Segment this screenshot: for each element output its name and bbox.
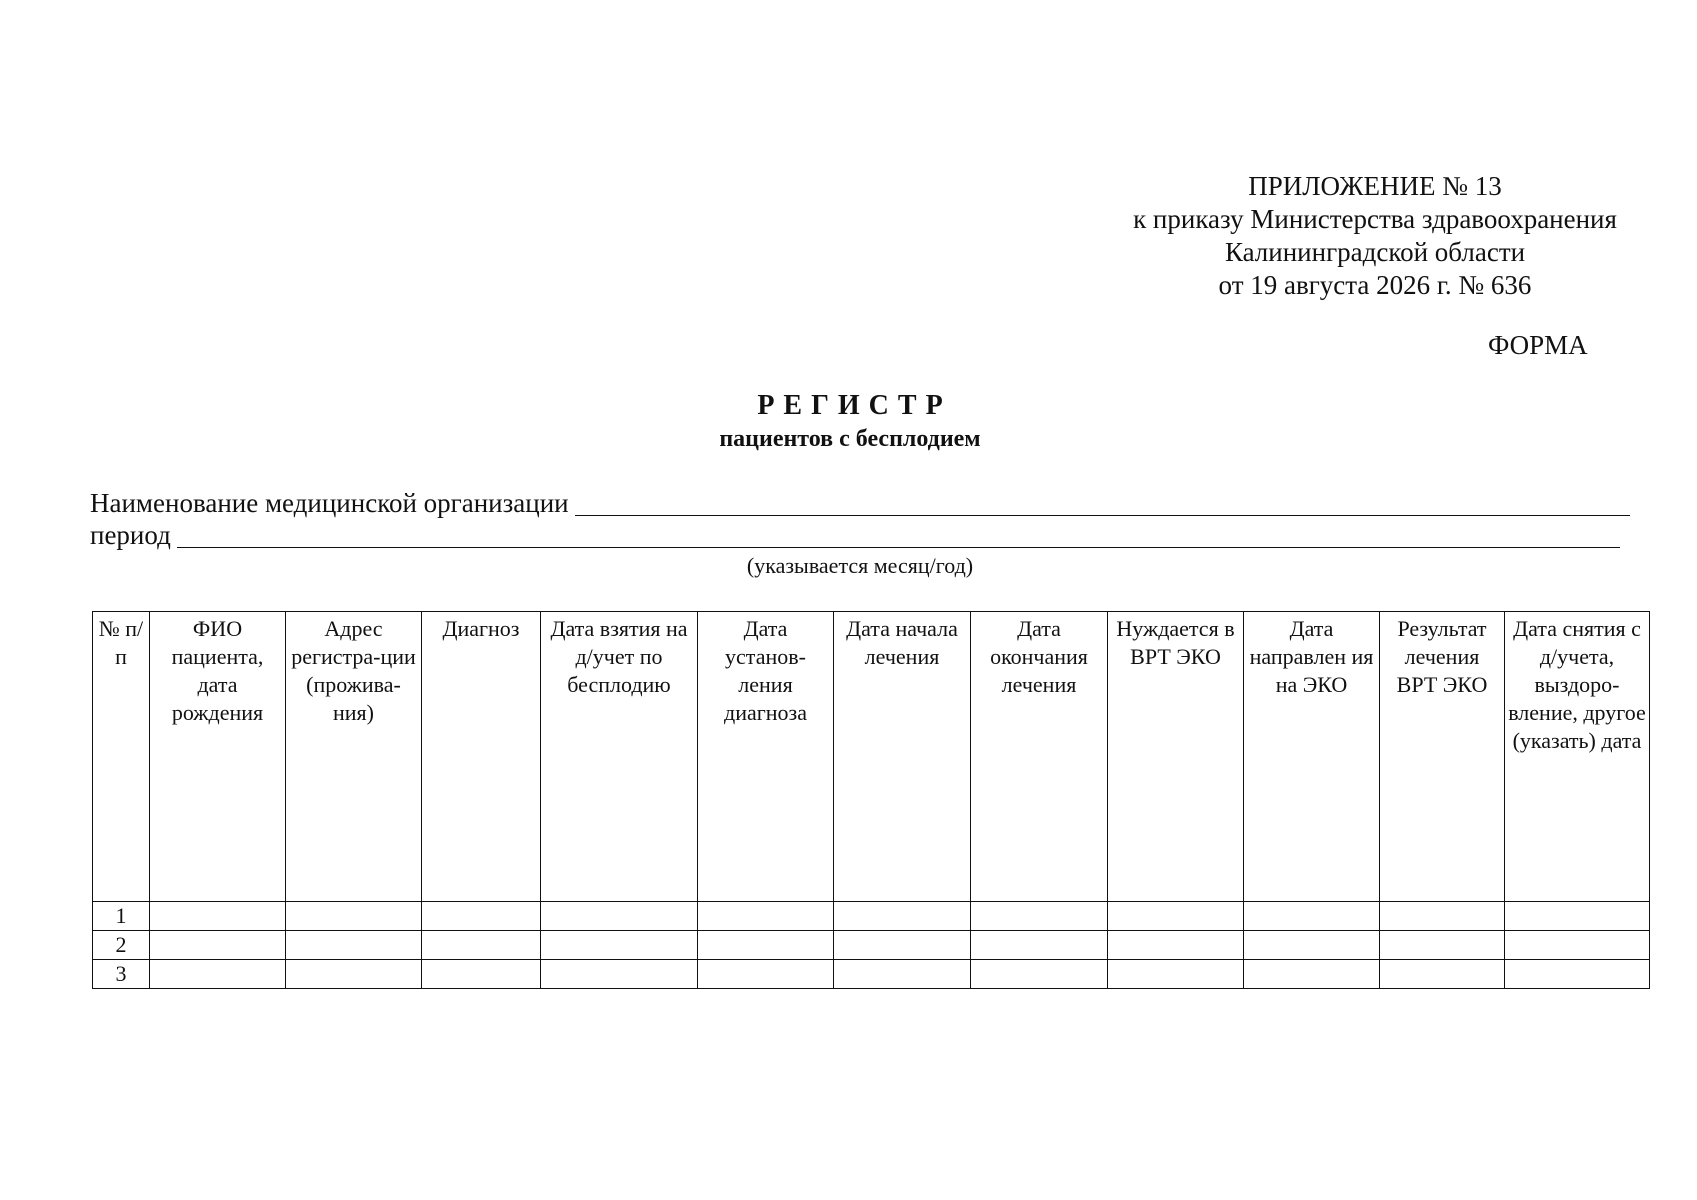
organization-fill-line[interactable] (575, 489, 1630, 516)
row-number: 3 (93, 960, 150, 989)
row-number: 1 (93, 902, 150, 931)
row-number: 2 (93, 931, 150, 960)
table-cell[interactable] (834, 931, 971, 960)
title-subtitle: пациентов с бесплодием (719, 426, 981, 452)
table-cell[interactable] (422, 960, 541, 989)
period-hint: (указывается месяц/год) (746, 553, 974, 578)
table-cell[interactable] (422, 902, 541, 931)
table-cell[interactable] (1380, 902, 1505, 931)
table-row (93, 902, 1650, 931)
table-cell[interactable] (1108, 931, 1244, 960)
col-needs-ivf: Нуждается в ВРТ ЭКО (1108, 612, 1244, 902)
period-label: период (90, 520, 171, 550)
table-cell[interactable] (1244, 902, 1380, 931)
organization-field (90, 487, 1630, 520)
table-cell[interactable] (1505, 931, 1650, 960)
table-cell[interactable] (541, 960, 698, 989)
register-table (92, 611, 1650, 989)
table-cell[interactable] (971, 902, 1108, 931)
table-cell[interactable] (1380, 931, 1505, 960)
table-row (93, 960, 1650, 989)
table-cell[interactable] (1505, 902, 1650, 931)
table-row (93, 931, 1650, 960)
table-cell[interactable] (286, 902, 422, 931)
appendix-number: ПРИЛОЖЕНИЕ № 13 (1248, 171, 1502, 201)
title-main: РЕГИСТР (757, 390, 952, 421)
table-header-row (93, 612, 1650, 902)
table-cell[interactable] (1244, 931, 1380, 960)
table-cell[interactable] (1380, 960, 1505, 989)
table-cell[interactable] (971, 931, 1108, 960)
table-cell[interactable] (422, 931, 541, 960)
table-cell[interactable] (150, 902, 286, 931)
table-cell[interactable] (1108, 902, 1244, 931)
col-treatment-start: Дата начала лечения (834, 612, 971, 902)
col-registration-date: Дата взятия на д/учет по бесплодию (541, 612, 698, 902)
appendix-order-ref: к приказу Министерства здравоохранения (1133, 204, 1617, 234)
table-cell[interactable] (834, 960, 971, 989)
table-cell[interactable] (150, 931, 286, 960)
appendix-header (1095, 170, 1655, 302)
table-cell[interactable] (1505, 960, 1650, 989)
table-cell[interactable] (698, 931, 834, 960)
col-treatment-end: Дата окончания лечения (971, 612, 1108, 902)
col-number: № п/п (93, 612, 150, 902)
col-ivf-result: Результат лечения ВРТ ЭКО (1380, 612, 1505, 902)
col-address: Адрес регистра-ции (прожива-ния) (286, 612, 422, 902)
col-ivf-referral-date: Дата направлен ия на ЭКО (1244, 612, 1380, 902)
table-cell[interactable] (1108, 960, 1244, 989)
table-cell[interactable] (286, 931, 422, 960)
col-diagnosis: Диагноз (422, 612, 541, 902)
table-cell[interactable] (834, 902, 971, 931)
appendix-order-date: от 19 августа 2026 г. № 636 (1218, 270, 1532, 300)
col-deregistration: Дата снятия с д/учета, выздоро-вление, другое (указать) дата (1505, 612, 1650, 902)
table-cell[interactable] (541, 902, 698, 931)
period-fill-line[interactable] (177, 521, 1620, 548)
table-cell[interactable] (150, 960, 286, 989)
table-cell[interactable] (541, 931, 698, 960)
col-diagnosis-date: Дата установ-ления диагноза (698, 612, 834, 902)
table-cell[interactable] (698, 902, 834, 931)
form-label: ФОРМА (1488, 330, 1588, 360)
table-cell[interactable] (1244, 960, 1380, 989)
table-cell[interactable] (971, 960, 1108, 989)
col-patient-name: ФИО пациента, дата рождения (150, 612, 286, 902)
document-title (600, 388, 1100, 454)
table-cell[interactable] (286, 960, 422, 989)
table-cell[interactable] (698, 960, 834, 989)
period-field (90, 519, 1620, 552)
organization-label: Наименование медицинской организации (90, 488, 569, 518)
appendix-region: Калининградской области (1224, 237, 1526, 267)
